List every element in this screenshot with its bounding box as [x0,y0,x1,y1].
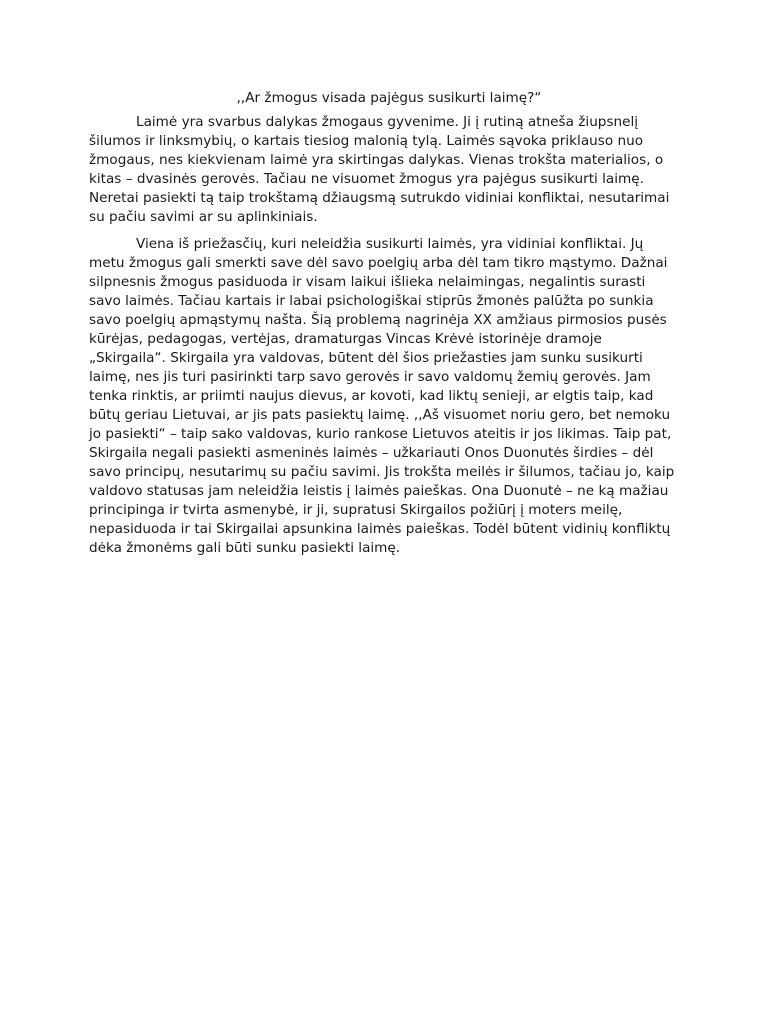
paragraph-argument: Viena iš priežasčių, kuri neleidžia susikurti laimės, yra vidiniai konfliktai. Jų metu žmogus gali smerkti save dėl savo poelgių arba dėl tam tikro mąstymo. Dažnai silpnesnis žmogus pasiduoda ir visam laikui išlieka nelaimingas, negalintis surasti savo laimės. Tačiau kartais ir labai psichologiškai stiprūs žmonės palūžta po sunkia savo poelgių apmąstymų našta. Šią problemą nagrinėja XX amžiaus pirmosios pusės kūrėjas, pedagogas, vertėjas, dramaturgas Vincas Krėvė istorinėje dramoje „Skirgaila“. Skirgaila yra valdovas, būtent dėl šios priežasties jam sunku susikurti laimę, nes jis turi pasirinkti tarp savo gerovės ir savo valdomų žemių gerovės. Jam tenka rinktis, ar priimti naujus dievus, ar kovoti, kad liktų senieji, ar elgtis taip, kad būtų geriau Lietuvai, ar jis pats pasiektų laimę. ,,Aš visuomet noriu gero, bet nemoku jo pasiekti“ – taip sako valdovas, kurio rankose Lietuvos ateitis ir jos likimas. Taip pat, Skirgaila negali pasiekti asmeninės laimės – užkariauti Onos Duonutės širdies – dėl savo principų, nesutarimų su pačiu savimi. Jis trokšta meilės ir šilumos, tačiau jo, kaip valdovo statusas jam neleidžia leistis į laimės paieškas. Ona Duonutė – ne ką mažiau principinga ir tvirta asmenybė, ir ji, supratusi Skirgailos požiūrį į moters meilę, nepasiduoda ir tai Skirgailai apsunkina laimės paieškas. Todėl būtent vidinių konfliktų dėka žmonėms gali būti sunku pasiekti laimę. [89,236,675,556]
paragraph-introduction: Laimė yra svarbus dalykas žmogaus gyvenime. Ji į rutiną atneša žiupsnelį šilumos ir linksmybių, o kartais tiesiog malonią tylą. Laimės sąvoka priklauso nuo žmogaus, nes kiekvienam laimė yra skirtingas dalykas. Vienas trokšta materialios, o kitas – dvasinės gerovės. Tačiau ne visuomet žmogus yra pajėgus susikurti laimę. Neretai pasiekti tą taip trokštamą džiaugsmą sutrukdo vidiniai konfliktai, nesutarimai su pačiu savimi ar su aplinkiniais. [89,114,670,225]
document-body [89,89,681,566]
essay-title: ,,Ar žmogus visada pajėgus susikurti laimę?“ [236,90,542,106]
